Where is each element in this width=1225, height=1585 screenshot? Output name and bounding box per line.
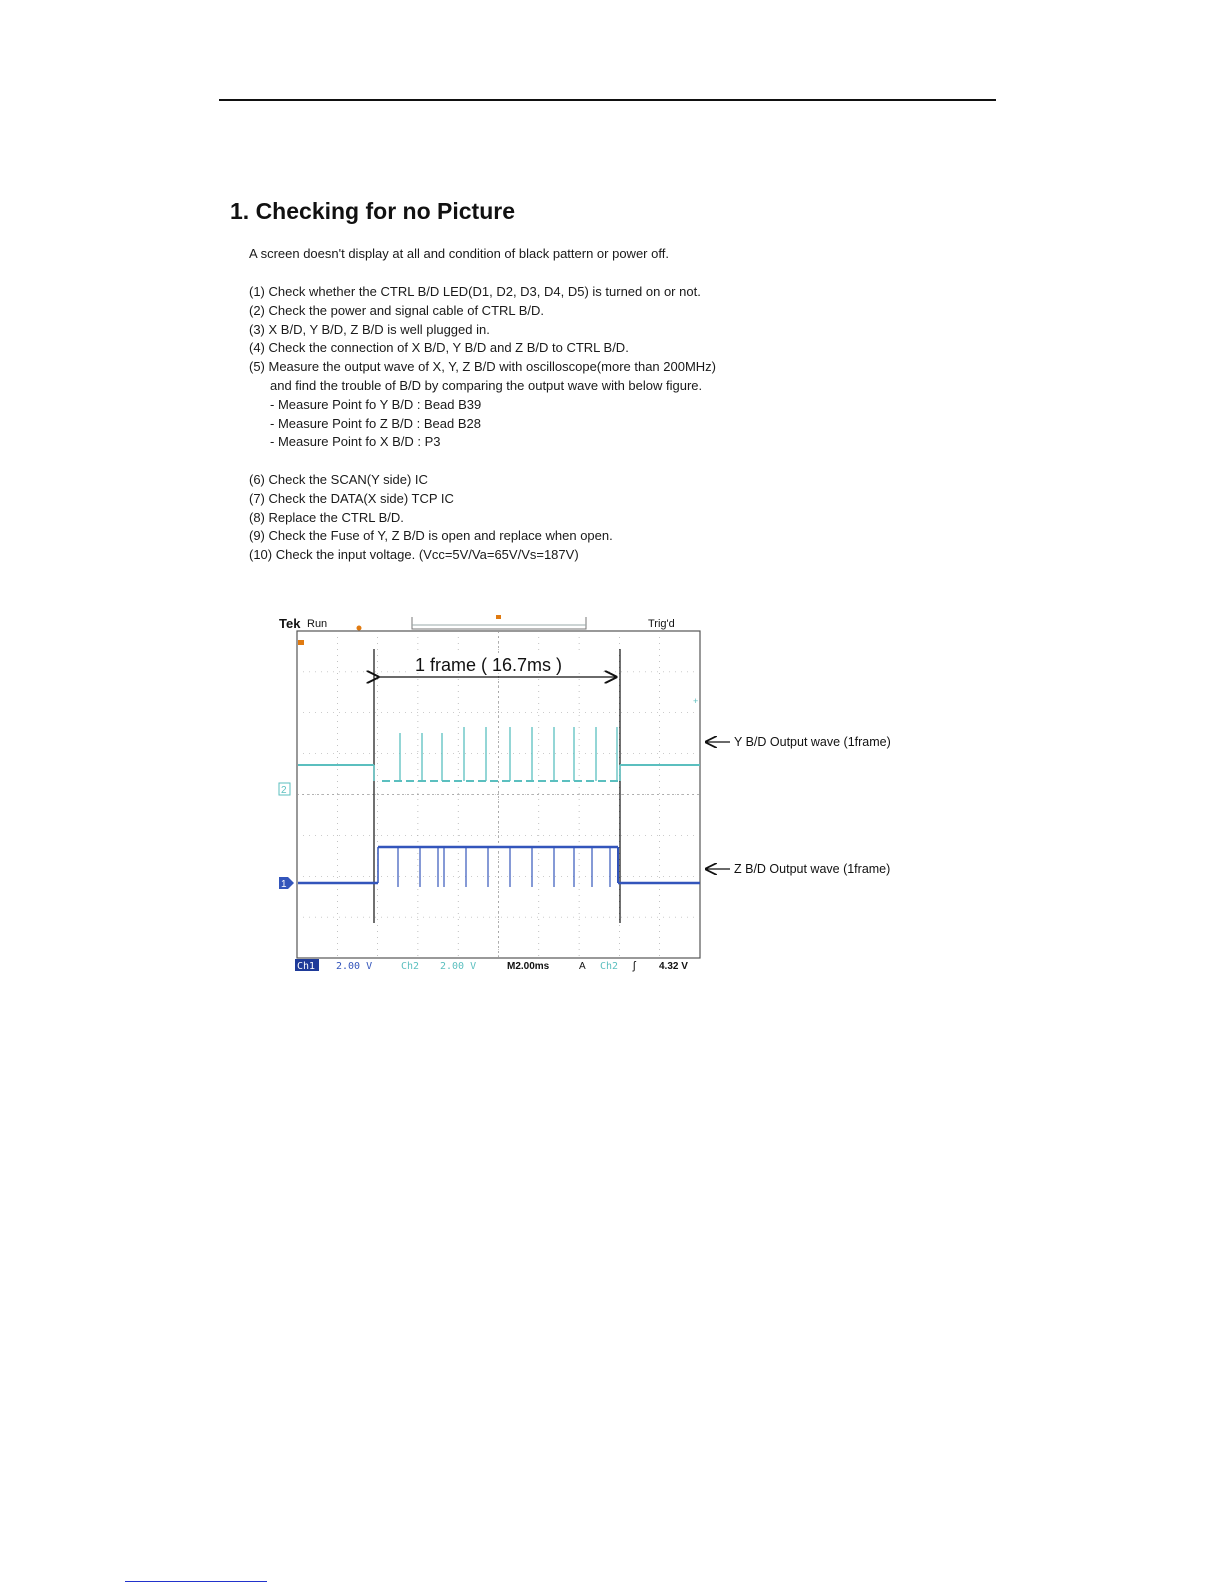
oscilloscope-figure — [270, 605, 930, 975]
trigger-point-icon — [298, 640, 304, 645]
brand-label: Tek — [279, 616, 301, 631]
measure-point-item: - Measure Point fo X B/D : P3 — [270, 434, 441, 450]
step-item: (3) X B/D, Y B/D, Z B/D is well plugged in. — [249, 321, 490, 337]
trig-status: Trig'd — [648, 618, 675, 630]
footer-link-rule — [125, 1581, 267, 1582]
z-wave-label: Z B/D Output wave (1frame) — [734, 862, 891, 876]
section-title: 1. Checking for no Picture — [230, 198, 515, 224]
run-status: Run — [307, 618, 328, 630]
ch2-readout-label: Ch2 — [401, 961, 420, 972]
step-item: (5) Measure the output wave of X, Y, Z B/D with oscilloscope(more than 200MHz) — [249, 359, 717, 375]
ch2-trigger-level-icon: + — [693, 696, 699, 706]
ch1-marker-label: 1 — [281, 879, 287, 890]
frame-label: 1 frame ( 16.7ms ) — [415, 655, 563, 675]
trigger-channel: Ch2 — [600, 961, 619, 972]
ch1-readout-label: Ch1 — [297, 961, 316, 972]
trigger-position-icon — [357, 626, 362, 631]
ch2-marker-label: 2 — [281, 785, 287, 796]
trigger-level: 4.32 V — [659, 961, 688, 972]
trigger-slope-icon: ʃ — [633, 960, 636, 972]
check-steps-continued — [249, 471, 613, 565]
check-steps — [249, 283, 716, 452]
intro-text: A screen doesn't display at all and condition of black pattern or power off. — [249, 246, 669, 261]
trigger-mode: A — [579, 961, 586, 972]
y-wave-label: Y B/D Output wave (1frame) — [734, 735, 891, 749]
step-item: (2) Check the power and signal cable of CTRL B/D. — [249, 302, 545, 318]
timebase: M2.00ms — [507, 961, 550, 972]
ch1-scale: 2.00 V — [336, 961, 373, 972]
step-item: (10) Check the input voltage. (Vcc=5V/Va=65V/Vs=187V) — [249, 547, 579, 563]
step-item: (7) Check the DATA(X side) TCP IC — [249, 490, 454, 506]
measure-point-item: - Measure Point fo Y B/D : Bead B39 — [270, 396, 482, 412]
measure-point-item: - Measure Point fo Z B/D : Bead B28 — [270, 415, 481, 431]
step-item: (8) Replace the CTRL B/D. — [249, 509, 404, 525]
header-rule — [219, 99, 996, 101]
ch2-scale: 2.00 V — [440, 961, 477, 972]
step-item: (4) Check the connection of X B/D, Y B/D and Z B/D to CTRL B/D. — [249, 340, 629, 356]
step-item-continuation: and find the trouble of B/D by comparing the output wave with below figure. — [270, 377, 703, 393]
step-item: (1) Check whether the CTRL B/D LED(D1, D2, D3, D4, D5) is turned on or not. — [249, 284, 701, 299]
step-item: (9) Check the Fuse of Y, Z B/D is open and replace when open. — [249, 528, 613, 544]
oscilloscope-screen — [270, 605, 930, 975]
trigger-marker-icon — [496, 615, 501, 619]
step-item: (6) Check the SCAN(Y side) IC — [249, 472, 428, 487]
